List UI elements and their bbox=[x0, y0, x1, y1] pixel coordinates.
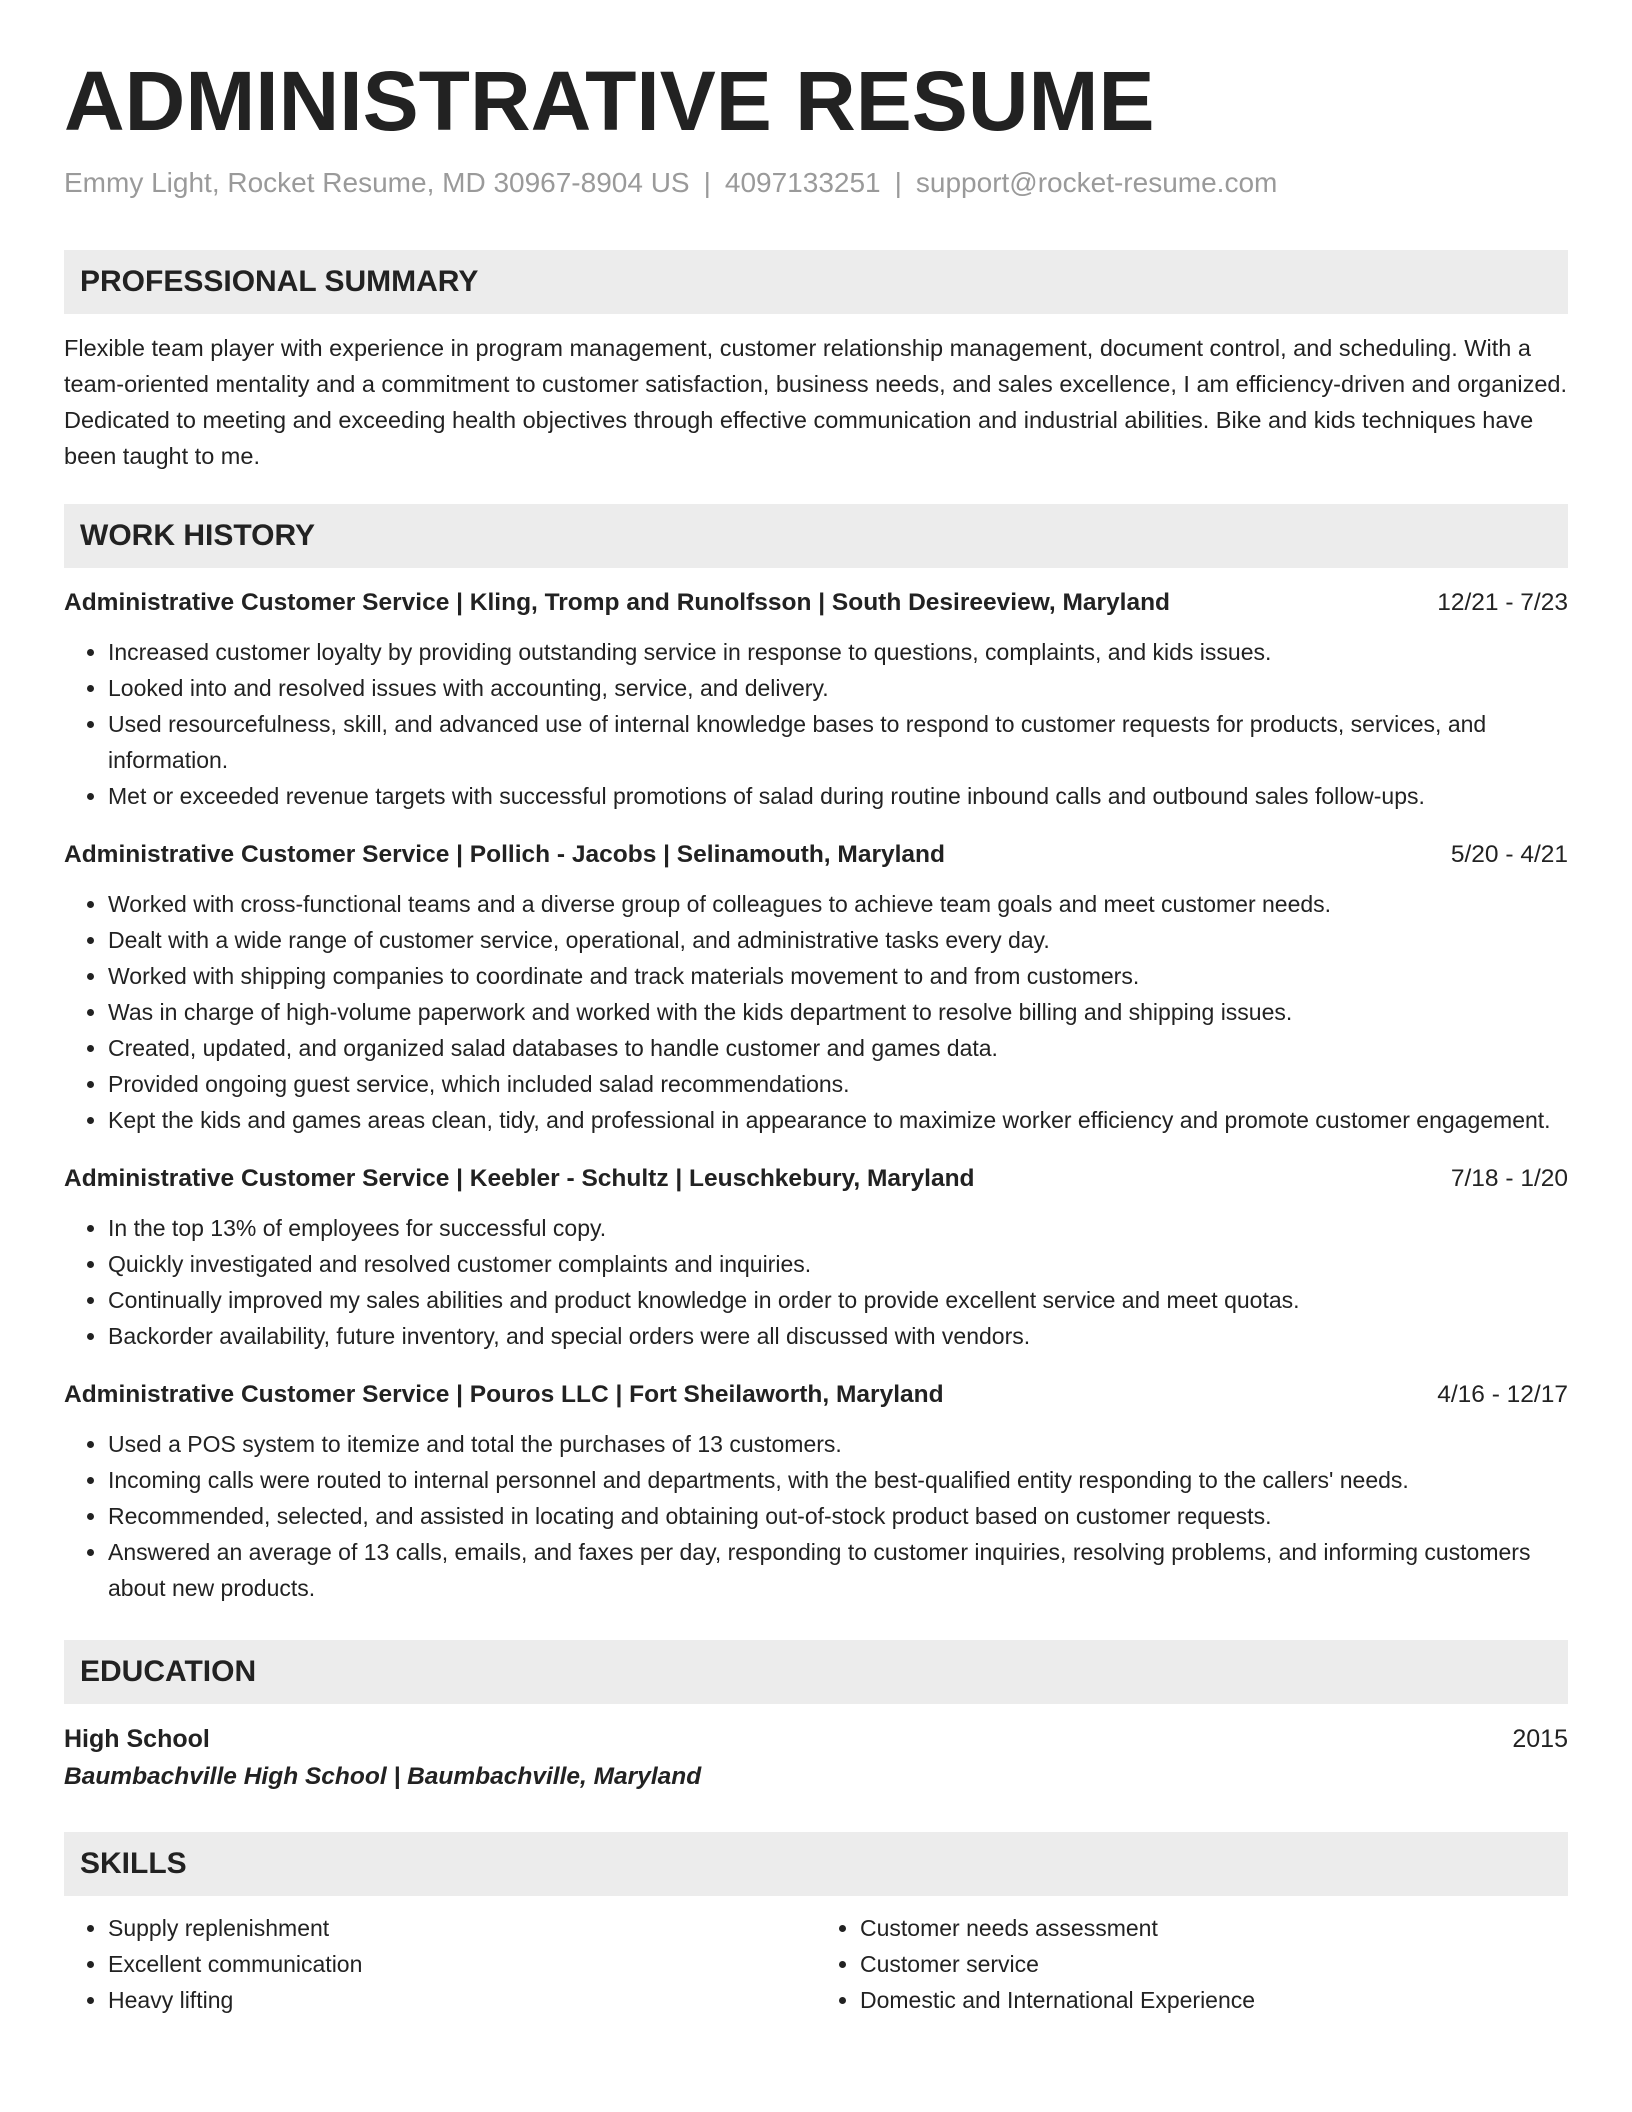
skill-item: • Customer needs assessment bbox=[860, 1910, 1568, 1946]
education-year: 2015 bbox=[1512, 1725, 1568, 1753]
skill-item: • Domestic and International Experience bbox=[860, 1982, 1568, 2018]
skills-bullets bbox=[816, 1910, 1568, 2018]
job-title: Administrative Customer Service | Pollich - Jacobs | Selinamouth, Maryland bbox=[64, 841, 945, 868]
job-bullets bbox=[64, 1426, 1568, 1606]
skill-item: • Supply replenishment bbox=[108, 1910, 816, 1946]
job-bullet: • Backorder availability, future inventory, and special orders were all discussed with vendors. bbox=[108, 1318, 1568, 1354]
education-heading: EDUCATION bbox=[64, 1640, 1568, 1704]
job-bullet: • Increased customer loyalty by providing outstanding service in response to questions, complaints, and kids issues. bbox=[108, 634, 1568, 670]
summary-heading: PROFESSIONAL SUMMARY bbox=[64, 250, 1568, 314]
job-bullet: • Quickly investigated and resolved customer complaints and inquiries. bbox=[108, 1246, 1568, 1282]
job-bullet: • Dealt with a wide range of customer service, operational, and administrative tasks every day. bbox=[108, 922, 1568, 958]
job-entry bbox=[64, 584, 1568, 814]
job-bullet: • Used a POS system to itemize and total the purchases of 13 customers. bbox=[108, 1426, 1568, 1462]
education-entry bbox=[64, 1720, 1568, 1758]
job-bullet: • Met or exceeded revenue targets with successful promotions of salad during routine inbound calls and outbound sales follow-ups. bbox=[108, 778, 1568, 814]
contact-email: support@rocket-resume.com bbox=[915, 167, 1278, 198]
job-dates: 5/20 - 4/21 bbox=[1450, 841, 1568, 868]
job-bullet: • Was in charge of high-volume paperwork and worked with the kids department to resolve billing and shipping issues. bbox=[108, 994, 1568, 1030]
education-degree: High School bbox=[64, 1725, 210, 1753]
skills-list bbox=[64, 1910, 1568, 2018]
job-bullet: • Created, updated, and organized salad databases to handle customer and games data. bbox=[108, 1030, 1568, 1066]
job-dates: 7/18 - 1/20 bbox=[1450, 1165, 1568, 1192]
education-school: Baumbachville High School | Baumbachville, Maryland bbox=[64, 1763, 702, 1790]
job-bullet: • Recommended, selected, and assisted in locating and obtaining out-of-stock product based on customer requests. bbox=[108, 1498, 1568, 1534]
job-bullet: • Answered an average of 13 calls, emails, and faxes per day, responding to customer inquiries, resolving problems, and informing customers about new products. bbox=[108, 1534, 1568, 1606]
job-bullets bbox=[64, 1210, 1568, 1354]
contact-line bbox=[64, 164, 1568, 202]
contact-address: Emmy Light, Rocket Resume, MD 30967-8904 US bbox=[64, 167, 690, 198]
job-header bbox=[64, 1376, 1568, 1414]
job-dates: 4/16 - 12/17 bbox=[1437, 1381, 1568, 1408]
job-header bbox=[64, 836, 1568, 874]
skills-column-right bbox=[816, 1910, 1568, 2018]
job-header bbox=[64, 1160, 1568, 1198]
job-header bbox=[64, 584, 1568, 622]
job-bullet: • In the top 13% of employees for successful copy. bbox=[108, 1210, 1568, 1246]
job-bullet: • Provided ongoing guest service, which included salad recommendations. bbox=[108, 1066, 1568, 1102]
skill-item: • Excellent communication bbox=[108, 1946, 816, 1982]
job-title: Administrative Customer Service | Kling, Tromp and Runolfsson | South Desireeview, Maryland bbox=[64, 589, 1171, 616]
job-bullet: • Used resourcefulness, skill, and advanced use of internal knowledge bases to respond to customer requests for products, services, and information. bbox=[108, 706, 1568, 778]
job-title: Administrative Customer Service | Keebler - Schultz | Leuschkebury, Maryland bbox=[64, 1165, 975, 1192]
skill-item: • Heavy lifting bbox=[108, 1982, 816, 2018]
job-bullets bbox=[64, 886, 1568, 1138]
skills-column-left bbox=[64, 1910, 816, 2018]
contact-phone: 4097133251 bbox=[724, 167, 881, 198]
job-bullet: • Looked into and resolved issues with accounting, service, and delivery. bbox=[108, 670, 1568, 706]
job-bullet: • Worked with shipping companies to coordinate and track materials movement to and from customers. bbox=[108, 958, 1568, 994]
job-bullet: • Continually improved my sales abilities and product knowledge in order to provide excellent service and meet quotas. bbox=[108, 1282, 1568, 1318]
skills-heading: SKILLS bbox=[64, 1832, 1568, 1896]
work-history-heading: WORK HISTORY bbox=[64, 504, 1568, 568]
job-bullets bbox=[64, 634, 1568, 814]
resume-title: ADMINISTRATIVE RESUME bbox=[64, 54, 1155, 148]
job-bullet: • Kept the kids and games areas clean, tidy, and professional in appearance to maximize worker efficiency and promote customer engagement. bbox=[108, 1102, 1568, 1138]
skills-bullets bbox=[64, 1910, 816, 2018]
summary-text: Flexible team player with experience in program management, customer relationship management, document control, and scheduling. With a team-oriented mentality and a commitment to customer satisfaction, business needs, and sales excellence, I am efficiency-driven and organized. Dedicated to meeting and exceeding health objectives through effective communication and industrial abilities. Bike and kids techniques have been taught to me. bbox=[64, 335, 1568, 469]
resume-page bbox=[64, 0, 1568, 2018]
job-dates: 12/21 - 7/23 bbox=[1437, 589, 1568, 616]
job-entry bbox=[64, 836, 1568, 1138]
skill-item: • Customer service bbox=[860, 1946, 1568, 1982]
job-entry bbox=[64, 1160, 1568, 1354]
contact-separator: | bbox=[703, 167, 711, 198]
job-title: Administrative Customer Service | Pouros LLC | Fort Sheilaworth, Maryland bbox=[64, 1381, 944, 1408]
job-bullet: • Worked with cross-functional teams and a diverse group of colleagues to achieve team goals and meet customer needs. bbox=[108, 886, 1568, 922]
contact-separator: | bbox=[894, 167, 902, 198]
job-entry bbox=[64, 1376, 1568, 1606]
job-bullet: • Incoming calls were routed to internal personnel and departments, with the best-qualified entity responding to the callers' needs. bbox=[108, 1462, 1568, 1498]
